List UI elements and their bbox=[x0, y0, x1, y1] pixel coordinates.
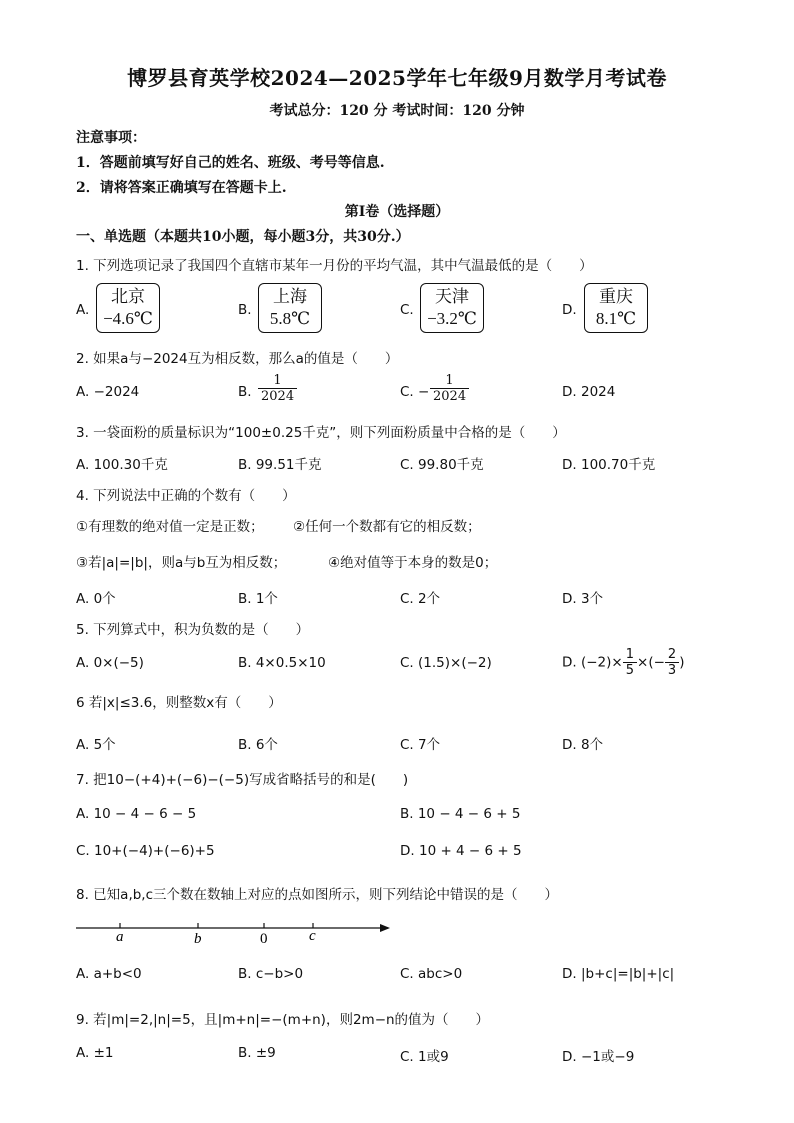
option-b-fraction bbox=[258, 373, 297, 404]
label-c: c bbox=[309, 928, 316, 944]
option-d: D. −1或−9 bbox=[562, 1049, 635, 1065]
option-c: C. 1或9 bbox=[400, 1049, 449, 1065]
volume-heading: 第Ⅰ卷（选择题） bbox=[344, 204, 450, 220]
temperature: −3.2℃ bbox=[427, 309, 477, 328]
temperature: 8.1℃ bbox=[595, 309, 637, 328]
question-1-stem: 1. 下列选项记录了我国四个直辖市某年一月份的平均气温，其中气温最低的是（ ） bbox=[76, 258, 593, 274]
numerator: 2 bbox=[665, 647, 679, 663]
question-3-stem: 3. 一袋面粉的质量标识为“100±0.25千克”，则下列面粉质量中合格的是（ ） bbox=[76, 425, 566, 441]
question-7-stem: 7. 把10−(+4)+(−6)−(−5)写成省略括号的和是( ) bbox=[76, 772, 409, 788]
question-2-stem: 2. 如果a与−2024互为相反数，那么a的值是（ ） bbox=[76, 351, 399, 367]
option-a: A. a+b<0 bbox=[76, 966, 142, 982]
option-d bbox=[562, 647, 684, 678]
option-a: A. −2024 bbox=[76, 384, 140, 400]
label-a: a bbox=[116, 929, 124, 945]
notice-item: 1．答题前填写好自己的姓名、班级、考号等信息. bbox=[76, 155, 385, 171]
numerator: 1 bbox=[623, 647, 637, 663]
statement-4: ④绝对值等于本身的数是0； bbox=[328, 555, 498, 571]
option-b: B. 4×0.5×10 bbox=[238, 655, 326, 671]
label-b: b bbox=[194, 931, 202, 947]
option-label: B. bbox=[238, 302, 252, 318]
option-b: B. 10 − 4 − 6 + 5 bbox=[400, 806, 521, 822]
option-b: B. 6个 bbox=[238, 737, 278, 753]
question-6-stem: 6 若|x|≤3.6，则整数x有（ ） bbox=[76, 695, 282, 711]
option-a: A. 10 − 4 − 6 − 5 bbox=[76, 806, 197, 822]
label-zero: 0 bbox=[260, 931, 268, 947]
option-c: C. (1.5)×(−2) bbox=[400, 655, 492, 671]
city-name: 天津 bbox=[435, 287, 469, 306]
city-name: 重庆 bbox=[599, 287, 633, 306]
option-b: B. bbox=[238, 384, 252, 400]
option-a: A. ±1 bbox=[76, 1045, 114, 1061]
option-a: A. 5个 bbox=[76, 737, 116, 753]
question-8-stem: 8. 已知a,b,c三个数在数轴上对应的点如图所示，则下列结论中错误的是（ ） bbox=[76, 887, 559, 903]
question-9-stem: 9. 若|m|=2,|n|=5，且|m+n|=−(m+n)，则2m−n的值为（ ） bbox=[76, 1012, 490, 1028]
axis-arrow-icon bbox=[380, 924, 390, 932]
statement-2: ②任何一个数都有它的相反数； bbox=[293, 519, 481, 535]
option-c: C. 2个 bbox=[400, 591, 441, 607]
numerator: 1 bbox=[258, 373, 297, 389]
option-c: C. abc>0 bbox=[400, 966, 463, 982]
option-a: A. 0个 bbox=[76, 591, 116, 607]
option-d: D. 10 + 4 − 6 + 5 bbox=[400, 843, 522, 859]
option-c: C. − bbox=[400, 384, 430, 400]
option-b: B. 99.51千克 bbox=[238, 457, 322, 473]
option-b: B. 1个 bbox=[238, 591, 278, 607]
temp-card-beijing bbox=[96, 283, 160, 333]
option-c: C. 10+(−4)+(−6)+5 bbox=[76, 843, 215, 859]
city-name: 上海 bbox=[273, 287, 307, 306]
option-label: A. bbox=[76, 302, 90, 318]
temp-card-chongqing bbox=[584, 283, 648, 333]
question-5-stem: 5. 下列算式中，积为负数的是（ ） bbox=[76, 622, 310, 638]
option-b: B. ±9 bbox=[238, 1045, 276, 1061]
statement-3: ③若|a|=|b|，则a与b互为相反数； bbox=[76, 555, 287, 571]
section-heading: 一、单选题（本题共10小题，每小题3分，共30分.） bbox=[76, 229, 410, 245]
option-c-fraction bbox=[430, 373, 469, 404]
notice-heading: 注意事项： bbox=[76, 130, 146, 146]
option-a: A. 100.30千克 bbox=[76, 457, 168, 473]
temp-card-shanghai bbox=[258, 283, 322, 333]
expr-part: ×(− bbox=[637, 654, 665, 671]
option-d: D. 8个 bbox=[562, 737, 604, 753]
option-label: D. bbox=[562, 302, 577, 318]
option-b: B. c−b>0 bbox=[238, 966, 304, 982]
exam-subtitle: 考试总分：120 分 考试时间：120 分钟 bbox=[269, 103, 525, 119]
option-c: C. 7个 bbox=[400, 737, 441, 753]
statement-1: ①有理数的绝对值一定是正数； bbox=[76, 519, 264, 535]
city-name: 北京 bbox=[111, 287, 145, 306]
denominator: 3 bbox=[667, 663, 677, 678]
option-d: D. 3个 bbox=[562, 591, 604, 607]
exam-title: 博罗县育英学校2024—2025学年七年级9月数学月考试卷 bbox=[127, 66, 667, 90]
option-c: C. 99.80千克 bbox=[400, 457, 484, 473]
notice-item: 2．请将答案正确填写在答题卡上. bbox=[76, 180, 287, 196]
expr-part: ) bbox=[679, 654, 685, 671]
temp-card-tianjin bbox=[420, 283, 484, 333]
question-4-stem: 4. 下列说法中正确的个数有（ ） bbox=[76, 488, 296, 504]
denominator: 2024 bbox=[261, 389, 295, 404]
denominator: 5 bbox=[625, 663, 635, 678]
temperature: −4.6℃ bbox=[103, 309, 153, 328]
option-d: D. 100.70千克 bbox=[562, 457, 656, 473]
option-a: A. 0×(−5) bbox=[76, 655, 144, 671]
option-d: D. |b+c|=|b|+|c| bbox=[562, 966, 675, 982]
denominator: 2024 bbox=[433, 389, 467, 404]
option-label: C. bbox=[400, 302, 414, 318]
expr-part: D. (−2)× bbox=[562, 654, 623, 671]
option-d: D. 2024 bbox=[562, 384, 616, 400]
numerator: 1 bbox=[430, 373, 469, 389]
temperature: 5.8℃ bbox=[269, 309, 311, 328]
number-line bbox=[76, 912, 396, 948]
